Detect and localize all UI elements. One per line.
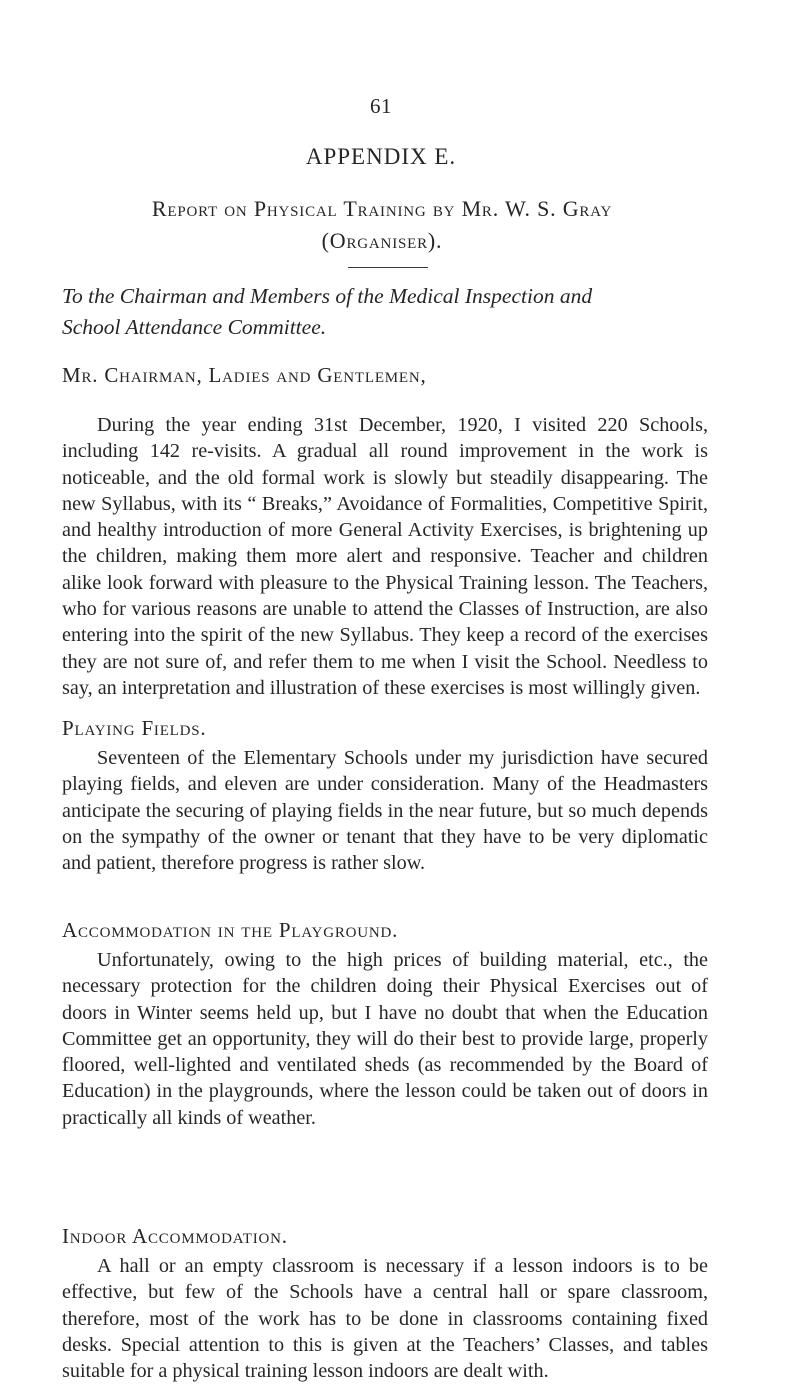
paragraph-intro: During the year ending 31st December, 1920, I visited 220 Schools, including 142 re-visits. A gradual all round improvement in the work is noticeable, and the old formal work is slowly but steadily disappearing. The new Syllabus, with its “ Breaks,” Avoidance of Formalities, Competitive Spirit, and healthy introduction of more General Activity Exercises, is brightening up the children, making them more alert and responsive. Teacher and children alike look forward with pleasure to the Physical Training lesson. The Teachers, who for various reasons are unable to attend the Classes of Instruction, are also entering into the spirit of the new Syllabus. They keep a record of the exercises they are not sure of, and refer them to me when I visit the School. Needless to say, an interpretation and illustration of these exercises is most willingly given. bbox=[62, 414, 708, 699]
paragraph-indoor-accommodation: A hall or an empty classroom is necessary if a lesson indoors is to be effective, but few of the Schools have a central hall or spare classroom, therefore, most of the work has to be done in classrooms containing fixed desks. Special attention to this is given at the Teachers’ Classes, and tables suitable for a physical training lesson indoors are dealt with. bbox=[62, 1255, 708, 1383]
report-title-line-1: Report on Physical Training by Mr. W. S. Gray bbox=[151, 196, 613, 221]
heading-playing-fields: Playing Fields. bbox=[62, 716, 207, 740]
report-title bbox=[62, 193, 702, 257]
page-number: 61 bbox=[370, 94, 392, 118]
paragraph-playground-accommodation: Unfortunately, owing to the high prices of building material, etc., the necessary protection for the children doing their Physical Exercises out of doors in Winter seems held up, but I have no doubt that when the Education Committee get an opportunity, they will do their best to provide large, properly floored, well-lighted and ventilated sheds (as recommended by the Board of Education) in the playgrounds, where the lesson could be taken out of doors in practically all kinds of weather. bbox=[62, 949, 708, 1129]
heading-indoor-accommodation: Indoor Accommodation. bbox=[62, 1224, 288, 1248]
paragraph-playing-fields: Seventeen of the Elementary Schools under my jurisdiction have secured playing fields, and eleven are under consideration. Many of the Headmasters anticipate the securing of playing fields in the near future, but so much depends on the sympathy of the owner or tenant that they have to be very diplomatic and patient, therefore progress is rather slow. bbox=[62, 747, 708, 875]
addressee bbox=[62, 281, 752, 343]
title-divider bbox=[348, 267, 428, 268]
addressee-line-1: To the Chairman and Members of the Medical Inspection and bbox=[62, 284, 593, 308]
salutation: Mr. Chairman, Ladies and Gentlemen, bbox=[62, 363, 427, 387]
appendix-title: APPENDIX E. bbox=[305, 144, 457, 169]
addressee-line-2: School Attendance Committee. bbox=[62, 315, 327, 339]
report-title-line-2: (Organiser). bbox=[321, 228, 443, 253]
heading-playground-accommodation: Accommodation in the Playground. bbox=[62, 918, 399, 942]
